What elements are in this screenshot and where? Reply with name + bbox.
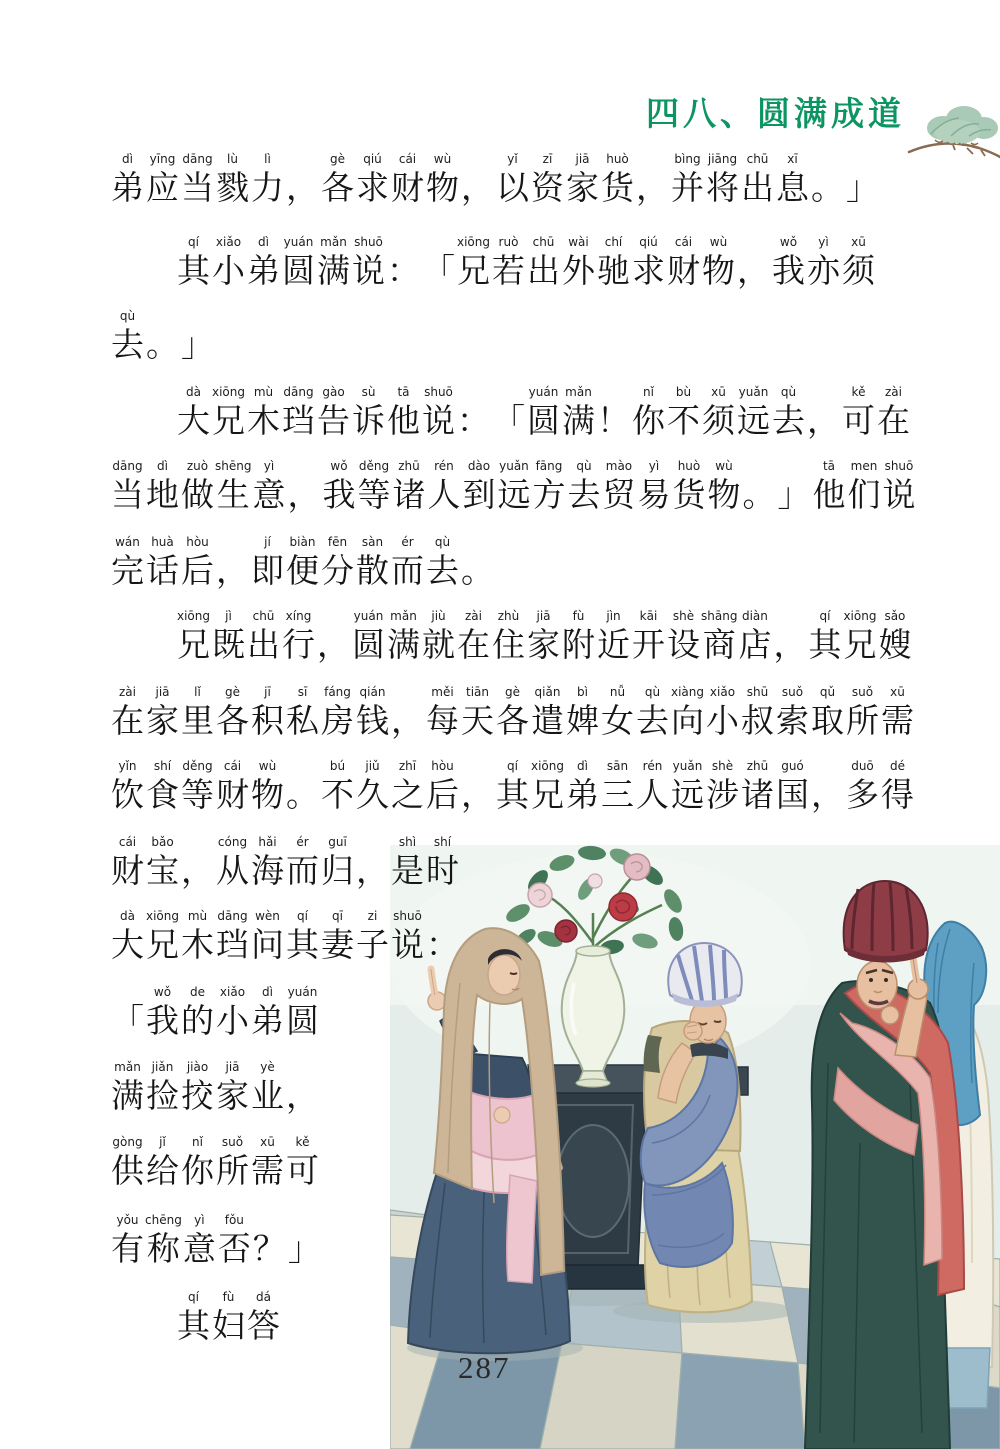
hanzi-with-pinyin: qù 去 [111,309,144,364]
hanzi-with-pinyin: dì 弟 [111,152,144,207]
hanzi-with-pinyin: rén 人 [427,459,461,514]
hanzi-with-pinyin: xiàng 向 [670,685,704,740]
hanzi-with-pinyin: duō 多 [846,759,879,814]
hanzi-with-pinyin: shū 叔 [741,685,774,740]
punctuation: ， [286,1079,319,1115]
hanzi-with-pinyin: shè 设 [667,609,700,664]
hanzi-with-pinyin: shí 食 [146,759,179,814]
hanzi-with-pinyin: bù 不 [667,385,700,440]
punctuation: ， [317,628,350,664]
hanzi-with-pinyin: wán 完 [111,535,144,590]
hanzi-with-pinyin: wèn 问 [251,909,284,964]
punctuation: ， [181,854,214,890]
text-line [110,458,916,518]
hanzi-with-pinyin: zài 在 [111,685,144,740]
hanzi-with-pinyin: mào 贸 [602,459,636,514]
hanzi-with-pinyin: huà 话 [146,535,179,590]
hanzi-with-pinyin: lǐ 里 [181,685,214,740]
punctuation: ： [387,254,420,290]
hanzi-with-pinyin: xiǎo 小 [216,985,249,1040]
hanzi-with-pinyin: dì 弟 [251,985,284,1040]
hanzi-with-pinyin: xiōng 兄 [177,609,210,664]
hanzi-with-pinyin: mù 木 [247,385,280,440]
hanzi-with-pinyin: qù 去 [772,385,805,440]
text-line [110,534,495,594]
punctuation: ， [636,171,669,207]
hanzi-with-pinyin: qí 其 [496,759,529,814]
hanzi-with-pinyin: xiōng 兄 [212,385,245,440]
hanzi-with-pinyin: shuō 说 [352,235,385,290]
punctuation: ， [461,171,494,207]
hanzi-with-pinyin: sī 私 [286,685,319,740]
text-line [110,908,460,968]
hanzi-with-pinyin: huò 货 [601,152,634,207]
hanzi-with-pinyin: qiú 求 [632,235,665,290]
hanzi-with-pinyin: hòu 后 [181,535,214,590]
hanzi-with-pinyin: wài 外 [562,235,595,290]
hanzi-with-pinyin: zi 子 [356,909,389,964]
punctuation: ： [426,928,459,964]
hanzi-with-pinyin: shāng 商 [701,609,738,664]
hanzi-with-pinyin: shuō 说 [391,909,424,964]
hanzi-with-pinyin: yì 易 [637,459,671,514]
hanzi-with-pinyin: bú 不 [321,759,354,814]
hanzi-with-pinyin: zài 在 [877,385,910,440]
hanzi-with-pinyin: jìn 近 [597,609,630,664]
hanzi-with-pinyin: fǒu 否 [217,1213,251,1268]
hanzi-with-pinyin: kāi 开 [632,609,665,664]
hanzi-with-pinyin: bìng 并 [671,152,704,207]
hanzi-with-pinyin: xū 须 [842,235,875,290]
hanzi-with-pinyin: xiōng 兄 [457,235,490,290]
hanzi-with-pinyin: yì 意 [182,1213,216,1268]
text-line [110,984,320,1044]
hanzi-with-pinyin: dì 弟 [247,235,280,290]
hanzi-with-pinyin: nǐ 你 [632,385,665,440]
hanzi-with-pinyin: bì 婢 [566,685,599,740]
hanzi-with-pinyin: jī 积 [251,685,284,740]
text-line [176,384,911,444]
hanzi-with-pinyin: fēn 分 [321,535,354,590]
hanzi-with-pinyin: suǒ 索 [776,685,809,740]
hanzi-with-pinyin: dà 大 [177,385,210,440]
hanzi-with-pinyin: kě 可 [286,1135,319,1190]
hanzi-with-pinyin: dāng 当 [111,459,144,514]
hanzi-with-pinyin: yuán 圆 [352,609,385,664]
punctuation: ！ [597,404,630,440]
punctuation: 」 [846,171,879,207]
hanzi-with-pinyin: dá 答 [247,1290,280,1345]
hanzi-with-pinyin: guó 国 [776,759,809,814]
hanzi-with-pinyin: qián 钱 [356,685,389,740]
hanzi-with-pinyin: wù 物 [707,459,741,514]
hanzi-with-pinyin: nǚ 女 [601,685,634,740]
hanzi-with-pinyin: dà 大 [111,909,144,964]
hanzi-with-pinyin: gè 各 [496,685,529,740]
hanzi-with-pinyin: guī 归 [321,835,354,890]
punctuation: 。 [286,778,319,814]
hanzi-with-pinyin: cái 财 [667,235,700,290]
hanzi-with-pinyin: chū 出 [527,235,560,290]
hanzi-with-pinyin: fāng 方 [532,459,566,514]
hanzi-with-pinyin: qù 去 [567,459,601,514]
hanzi-with-pinyin: dì 弟 [566,759,599,814]
hanzi-with-pinyin: bǎo 宝 [146,835,179,890]
hanzi-with-pinyin: de 的 [181,985,214,1040]
text-line [110,1212,322,1272]
text-line [176,1289,281,1349]
hanzi-with-pinyin: nǐ 你 [181,1135,214,1190]
hanzi-with-pinyin: chēng 称 [145,1213,182,1268]
hanzi-with-pinyin: xiōng 兄 [531,759,564,814]
punctuation: ， [287,478,321,514]
hanzi-with-pinyin: yuǎn 远 [497,459,531,514]
hanzi-with-pinyin: mǎn 满 [562,385,595,440]
hanzi-with-pinyin: yǐn 饮 [111,759,144,814]
hanzi-with-pinyin: xiǎo 小 [706,685,739,740]
text-line [110,1134,320,1194]
hanzi-with-pinyin: lì 力 [251,152,284,207]
hanzi-with-pinyin: sān 三 [601,759,634,814]
punctuation: 。 [742,478,776,514]
hanzi-with-pinyin: zī 资 [531,152,564,207]
text-line [110,308,215,368]
hanzi-with-pinyin: qī 妻 [321,909,354,964]
hanzi-with-pinyin: ér 而 [286,835,319,890]
hanzi-with-pinyin: chū 出 [741,152,774,207]
hanzi-with-pinyin: dé 得 [881,759,914,814]
hanzi-with-pinyin: děng 等 [357,459,391,514]
hanzi-with-pinyin: qí 其 [177,1290,210,1345]
punctuation: ， [216,554,249,590]
hanzi-with-pinyin: zhī 之 [391,759,424,814]
hanzi-with-pinyin: xū 须 [702,385,735,440]
hanzi-with-pinyin: wù 物 [702,235,735,290]
hanzi-with-pinyin: wù 物 [426,152,459,207]
hanzi-with-pinyin: zhū 诸 [392,459,426,514]
hanzi-with-pinyin: yuǎn 远 [671,759,704,814]
hanzi-with-pinyin: jiǔ 久 [356,759,389,814]
hanzi-with-pinyin: tiān 天 [461,685,494,740]
hanzi-with-pinyin: jiā 家 [527,609,560,664]
hanzi-with-pinyin: wǒ 我 [146,985,179,1040]
hanzi-with-pinyin: xiōng 兄 [843,609,877,664]
hanzi-with-pinyin: zhū 诸 [741,759,774,814]
text-line [110,151,880,211]
hanzi-with-pinyin: qí 其 [286,909,319,964]
hanzi-with-pinyin: jiù 就 [422,609,455,664]
text-line [110,1059,320,1119]
hanzi-with-pinyin: suǒ 所 [846,685,879,740]
hanzi-with-pinyin: jì 既 [212,609,245,664]
hanzi-with-pinyin: jiào 挍 [181,1060,214,1115]
hanzi-with-pinyin: ruò 若 [492,235,525,290]
hanzi-with-pinyin: jiāng 将 [706,152,739,207]
hanzi-with-pinyin: shì 是 [391,835,424,890]
hanzi-with-pinyin: xiōng 兄 [146,909,179,964]
punctuation: ， [461,778,494,814]
punctuation: ： [457,404,490,440]
hanzi-with-pinyin: gào 告 [317,385,350,440]
hanzi-with-pinyin: diàn 店 [738,609,772,664]
punctuation: 「 [492,404,525,440]
hanzi-with-pinyin: qù 去 [426,535,459,590]
hanzi-with-pinyin: cái 财 [216,759,249,814]
hanzi-with-pinyin: dāng 珰 [282,385,315,440]
hanzi-with-pinyin: wǒ 我 [772,235,805,290]
hanzi-with-pinyin: kě 可 [842,385,875,440]
hanzi-with-pinyin: dào 到 [462,459,496,514]
punctuation: 。 [146,328,179,364]
hanzi-with-pinyin: tā 他 [387,385,420,440]
hanzi-with-pinyin: shuō 说 [422,385,455,440]
punctuation: ， [807,404,840,440]
hanzi-with-pinyin: qù 去 [636,685,669,740]
hanzi-with-pinyin: cóng 从 [216,835,249,890]
punctuation: ， [356,854,389,890]
hanzi-with-pinyin: fù 妇 [212,1290,245,1345]
punctuation: 」 [777,478,811,514]
punctuation: 」 [181,328,214,364]
hanzi-with-pinyin: yuán 圆 [282,235,315,290]
text-line [110,834,460,894]
hanzi-with-pinyin: mǎn 满 [111,1060,144,1115]
hanzi-with-pinyin: xíng 行 [282,609,315,664]
hanzi-with-pinyin: jiā 家 [216,1060,249,1115]
hanzi-with-pinyin: yīng 应 [146,152,179,207]
hanzi-with-pinyin: dāng 当 [181,152,214,207]
punctuation: 。 [461,554,494,590]
hanzi-with-pinyin: qiú 求 [356,152,389,207]
hanzi-with-pinyin: fù 附 [562,609,595,664]
hanzi-with-pinyin: yǒu 有 [111,1213,144,1268]
hanzi-with-pinyin: huò 货 [672,459,706,514]
hanzi-with-pinyin: jiā 家 [146,685,179,740]
hanzi-with-pinyin: yì 亦 [807,235,840,290]
punctuation: 。 [811,171,844,207]
hanzi-with-pinyin: sàn 散 [356,535,389,590]
hanzi-with-pinyin: qí 其 [177,235,210,290]
hanzi-with-pinyin: jǐ 给 [146,1135,179,1190]
hanzi-with-pinyin: wǒ 我 [322,459,356,514]
hanzi-with-pinyin: yǐ 以 [496,152,529,207]
hanzi-with-pinyin: gòng 供 [111,1135,144,1190]
text-line [110,758,915,818]
hanzi-with-pinyin: sǎo 嫂 [878,609,912,664]
hanzi-with-pinyin: yuǎn 远 [737,385,770,440]
hanzi-with-pinyin: xū 需 [881,685,914,740]
hanzi-with-pinyin: zhù 住 [492,609,525,664]
hanzi-with-pinyin: chū 出 [247,609,280,664]
hanzi-with-pinyin: chí 驰 [597,235,630,290]
hanzi-with-pinyin: shí 时 [426,835,459,890]
hanzi-with-pinyin: yuán 圆 [527,385,560,440]
hanzi-with-pinyin: suǒ 所 [216,1135,249,1190]
hanzi-with-pinyin: ér 而 [391,535,424,590]
hanzi-with-pinyin: jí 即 [251,535,284,590]
chapter-title: 四八、圆满成道 [646,97,905,133]
hanzi-with-pinyin: shēng 生 [215,459,252,514]
punctuation: 」 [287,1232,321,1268]
hanzi-with-pinyin: rén 人 [636,759,669,814]
hanzi-with-pinyin: mǎn 满 [317,235,350,290]
hanzi-with-pinyin: tā 他 [812,459,846,514]
page-number: 287 [458,1350,511,1385]
hanzi-with-pinyin: qǔ 取 [811,685,844,740]
punctuation: ， [737,254,770,290]
hanzi-with-pinyin: zài 在 [457,609,490,664]
hanzi-with-pinyin: qí 其 [808,609,842,664]
hanzi-with-pinyin: xiǎo 小 [212,235,245,290]
hanzi-with-pinyin: qiǎn 遣 [531,685,564,740]
hanzi-with-pinyin: zuò 做 [181,459,214,514]
hanzi-with-pinyin: cái 财 [111,835,144,890]
hanzi-with-pinyin: wù 物 [251,759,284,814]
hanzi-with-pinyin: xū 需 [251,1135,284,1190]
hanzi-with-pinyin: jiǎn 捡 [146,1060,179,1115]
text-line [176,234,876,294]
punctuation: ， [773,628,807,664]
hanzi-with-pinyin: gè 各 [216,685,249,740]
hanzi-with-pinyin: jiā 家 [566,152,599,207]
hanzi-with-pinyin: biàn 便 [286,535,319,590]
punctuation: 「 [422,254,455,290]
punctuation: ？ [252,1232,286,1268]
text-line [176,608,912,668]
hanzi-with-pinyin: mù 木 [181,909,214,964]
pine-tree-icon [907,100,1000,162]
hanzi-with-pinyin: shuō 说 [882,459,916,514]
punctuation: ， [286,171,319,207]
hanzi-with-pinyin: men 们 [847,459,881,514]
punctuation: 「 [111,1004,144,1040]
hanzi-with-pinyin: sù 诉 [352,385,385,440]
hanzi-with-pinyin: měi 每 [426,685,459,740]
hanzi-with-pinyin: lù 戮 [216,152,249,207]
hanzi-with-pinyin: gè 各 [321,152,354,207]
hanzi-with-pinyin: yì 意 [252,459,286,514]
text-line [110,684,915,744]
punctuation: ， [391,704,424,740]
hanzi-with-pinyin: dāng 珰 [216,909,249,964]
punctuation: ， [811,778,844,814]
hanzi-with-pinyin: shè 涉 [706,759,739,814]
hanzi-with-pinyin: xī 息 [776,152,809,207]
hanzi-with-pinyin: cái 财 [391,152,424,207]
hanzi-with-pinyin: yè 业 [251,1060,284,1115]
hanzi-with-pinyin: dì 地 [146,459,179,514]
hanzi-with-pinyin: hòu 后 [426,759,459,814]
hanzi-with-pinyin: hǎi 海 [251,835,284,890]
hanzi-with-pinyin: yuán 圆 [286,985,319,1040]
hanzi-with-pinyin: fáng 房 [321,685,354,740]
hanzi-with-pinyin: děng 等 [181,759,214,814]
hanzi-with-pinyin: mǎn 满 [387,609,420,664]
